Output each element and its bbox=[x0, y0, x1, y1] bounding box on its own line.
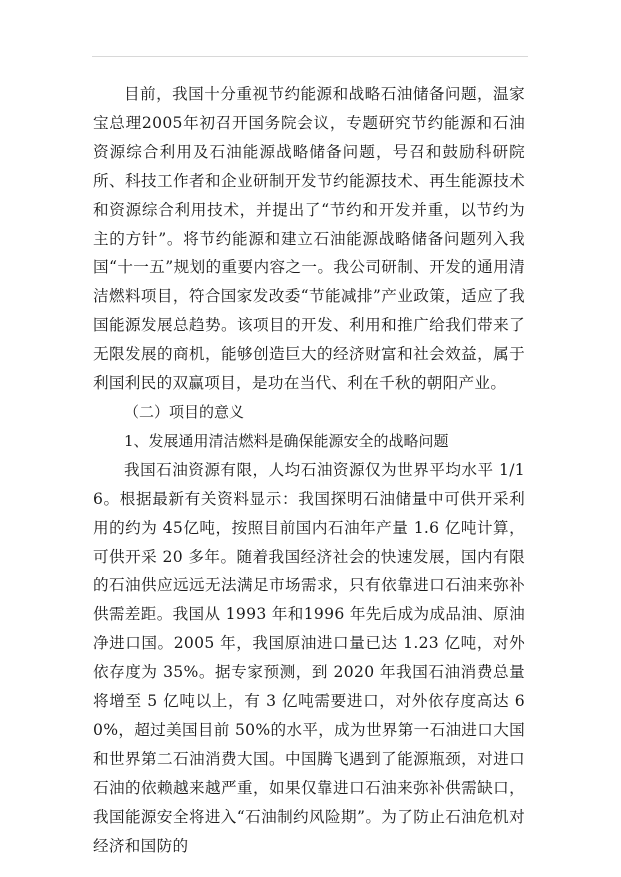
paragraph-energy-policy: 目前，我国十分重视节约能源和战略石油储备问题，温家宝总理2005年初召开国务院会议，专题研究节约能源和石油资源综合利用及石油能源战略储备问题，号召和鼓励科研院所、科技工作者和企业研制开发节约能源技术、再生能源技术和资源综合利用技术，并提出了“节约和开发并重，以节约为主的方针”。将节约能源和建立石油能源战略储备问题列入我国“十一五”规划的重要内容之一。我公司研制、开发的通用清洁燃料项目，符合国家发改委“节能减排”产业政策，适应了我国能源发展总趋势。该项目的开发、利用和推广给我们带来了无限发展的商机，能够创造巨大的经济财富和社会效益，属于利国利民的双赢项目，是功在当代、利在千秋的朝阳产业。 bbox=[93, 85, 525, 393]
header-rule bbox=[92, 56, 528, 57]
sub-heading: 1、发展通用清洁燃料是确保能源安全的战略问题 bbox=[124, 431, 449, 450]
section-heading: （二）项目的意义 bbox=[124, 402, 245, 421]
paragraph-oil-resources: 我国石油资源有限，人均石油资源仅为世界平均水平 1/16。根据最新有关资料显示：我国探明石油储量中可供开采利用的约为 45亿吨，按照目前国内石油年产量 1.6 亿吨计算，可供开采 20 多年。随着我国经济社会的快速发展，国内有限的石油供应远远无法满足市场需求，只有依靠进口石油来弥补供需差距。我国从 1993 年和1996 年先后成为成品油、原油净进口国。2005 年，我国原油进口量已达 1.23 亿吨，对外依存度为 35%。据专家预测，到 2020 年我国石油消费总量将增至 5 亿吨以上，有 3 亿吨需要进口，对外依存度高达 60%，超过美国目前 50%的水平，成为世界第一石油进口大国和世界第二石油消费大国。中国腾飞遇到了能源瓶颈，对进口石油的依赖越来越严重，如果仅靠进口石油来弥补供需缺口，我国能源安全将进入“石油制约风险期”。为了防止石油危机对经济和国防的 bbox=[93, 460, 525, 855]
document-body bbox=[93, 80, 525, 860]
